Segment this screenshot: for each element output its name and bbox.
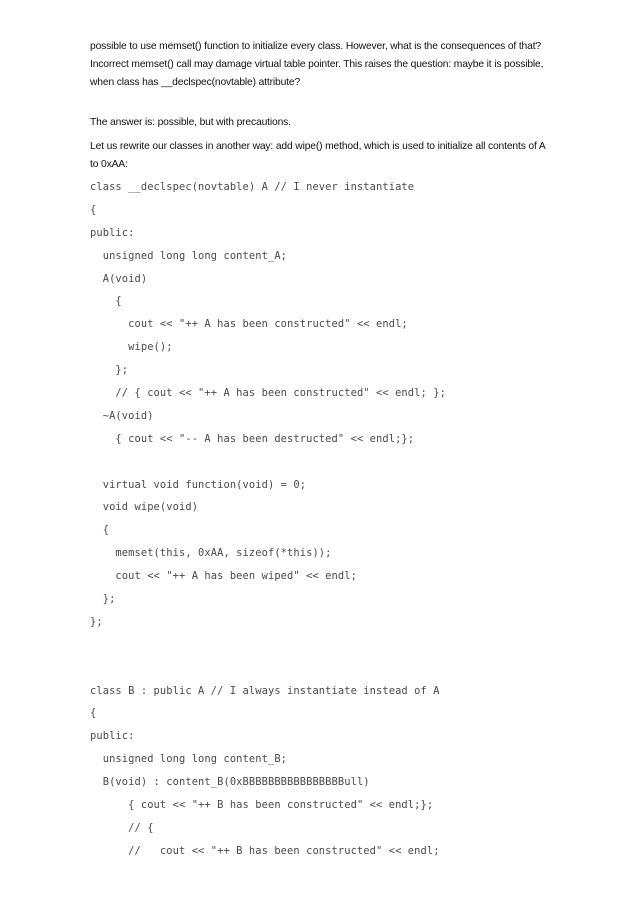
intro-paragraph-2 xyxy=(90,114,600,132)
code-line: { cout << "++ B has been constructed" << endl;}; xyxy=(90,799,434,812)
code-line: }; xyxy=(90,364,129,377)
code-line: virtual void function(void) = 0; xyxy=(90,478,307,491)
code-line: memset(this, 0xAA, sizeof(*this)); xyxy=(90,547,332,560)
code-line: class __declspec(novtable) A // I never instantiate xyxy=(90,181,415,193)
code-line: wipe(); xyxy=(90,341,173,354)
code-line: unsigned long long content_A; xyxy=(90,249,288,262)
code-line: cout << "++ A has been wiped" << endl; xyxy=(90,570,357,583)
code-line xyxy=(90,451,446,474)
code-line: class B : public A // I always instantiate instead of A xyxy=(90,684,440,697)
code-line: public: xyxy=(90,226,135,239)
code-line: // cout << "++ B has been constructed" << endl; xyxy=(90,844,440,857)
code-line: }; xyxy=(90,593,116,606)
paragraph-line: possible to use memset() function to initialize every class. However, what is the consequences of that? xyxy=(90,41,542,52)
code-line: { xyxy=(90,707,97,720)
code-line: cout << "++ A has been constructed" << endl; xyxy=(90,318,408,331)
paragraph-line: Incorrect memset() call may damage virtual table pointer. This raises the question: maybe it is possible, xyxy=(90,59,544,70)
code-line: // { cout << "++ A has been constructed" << endl; }; xyxy=(90,387,446,400)
code-line: unsigned long long content_B; xyxy=(90,753,288,766)
code-line: { xyxy=(90,203,97,216)
code-block xyxy=(90,176,446,863)
paragraph-line: Let us rewrite our classes in another way: add wipe() method, which is used to initialize all contents of A xyxy=(90,141,546,152)
paragraph-line: when class has __declspec(novtable) attribute? xyxy=(90,77,301,88)
code-line xyxy=(90,634,446,657)
code-line: void wipe(void) xyxy=(90,501,199,514)
code-line: { xyxy=(90,295,122,308)
paragraph-line: The answer is: possible, but with precautions. xyxy=(90,117,291,128)
code-line: }; xyxy=(90,615,103,628)
code-line: A(void) xyxy=(90,272,148,285)
intro-paragraph-1 xyxy=(90,38,600,92)
intro-paragraph-3 xyxy=(90,138,600,174)
code-line: public: xyxy=(90,730,135,743)
code-line: { cout << "-- A has been destructed" << endl;}; xyxy=(90,432,415,445)
code-line: // { xyxy=(90,821,154,834)
code-line: ~A(void) xyxy=(90,409,154,422)
code-line: { xyxy=(90,524,110,537)
code-line xyxy=(90,657,446,680)
paragraph-line: to 0xAA: xyxy=(90,159,128,170)
code-line: B(void) : content_B(0xBBBBBBBBBBBBBBBBull) xyxy=(90,776,370,789)
